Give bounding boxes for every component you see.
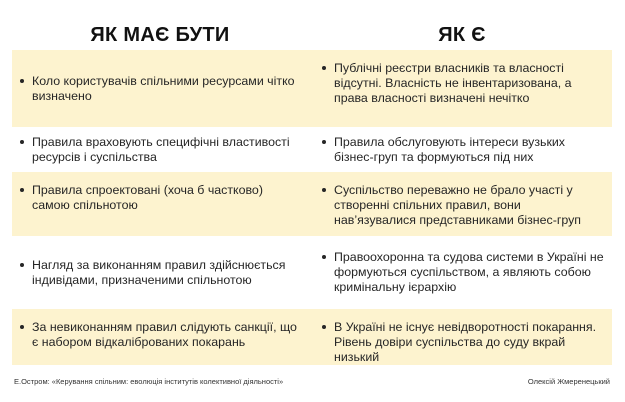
- as-is-cell: [314, 239, 612, 306]
- author-name: Олексій Жмеренецький: [527, 377, 610, 386]
- should-be-cell: [12, 130, 308, 169]
- bullet-text: Суспільство переважно не брало участі у створенні спільних правил, вони нав’язувалися представниками бізнес-груп: [334, 183, 604, 228]
- header-should-be: ЯК МАЄ БУТИ: [90, 24, 230, 46]
- bullet-text: За невиконанням правил слідують санкції, що є набором відкаліброваних покарань: [32, 320, 300, 350]
- as-is-cell: [314, 309, 612, 365]
- comparison-row-1: [12, 50, 612, 127]
- header-as-is: ЯК Є: [438, 24, 486, 46]
- bullet-text: Правила враховують специфічні властивості ресурсів і суспільства: [32, 135, 300, 165]
- comparison-row-3: [12, 172, 612, 236]
- should-be-cell: [12, 172, 308, 236]
- as-is-cell: [314, 50, 612, 127]
- as-is-cell: [314, 172, 612, 236]
- bullet-text: Правила обслуговують інтереси вузьких бізнес-груп та формуються під них: [334, 135, 604, 165]
- as-is-cell: [314, 130, 612, 169]
- comparison-row-2: [12, 130, 612, 169]
- should-be-cell: [12, 50, 308, 127]
- bullet-text: Нагляд за виконанням правил здійснюється індивідами, призначеними спільнотою: [32, 258, 300, 288]
- bullet-text: В Україні не існує невідворотності покарання. Рівень довіри суспільства до суду вкрай низький: [334, 320, 604, 365]
- bullet-text: Публічні реєстри власників та власності відсутні. Власність не інвентаризована, а права власності визначені нечітко: [334, 61, 604, 106]
- should-be-cell: [12, 239, 308, 306]
- bullet-text: Правила спроектовані (хоча б частково) самою спільнотою: [32, 183, 300, 213]
- source-citation: Е.Остром: «Керування спільним: еволюція інститутів колективної діяльності»: [14, 377, 284, 386]
- bullet-text: Коло користувачів спільними ресурсами чітко визначено: [32, 74, 300, 104]
- comparison-row-5: [12, 309, 612, 365]
- comparison-row-4: [12, 239, 612, 306]
- bullet-text: Правоохоронна та судова системи в Україні не формуються суспільством, а являють собою кримінальну ієрархію: [334, 250, 604, 294]
- should-be-cell: [12, 309, 308, 365]
